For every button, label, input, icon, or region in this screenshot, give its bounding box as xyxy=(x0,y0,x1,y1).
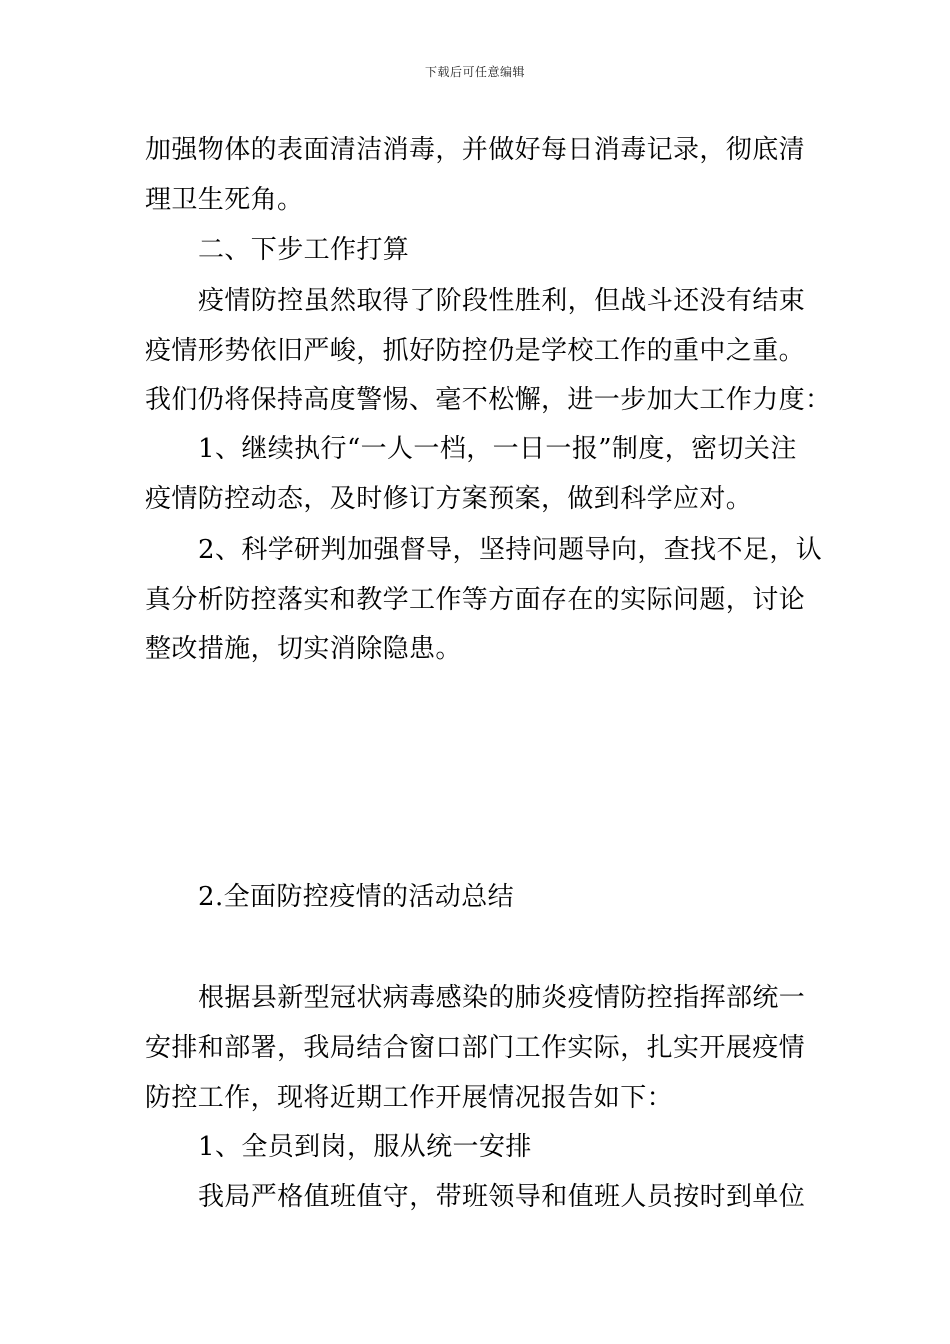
paragraph-line: 根据县新型冠状病毒感染的肺炎疫情防控指挥部统一 xyxy=(198,983,806,1013)
paragraph-line: 疫情形势依旧严峻，抓好防控仍是学校工作的重中之重。 xyxy=(145,336,806,366)
list-item-line: 2、科学研判加强督导，坚持问题导向，查找不足，认 xyxy=(198,535,823,565)
section-heading: 1、全员到岗，服从统一安排 xyxy=(198,1132,532,1162)
page-header-text: 下载后可任意编辑 xyxy=(424,65,525,79)
paragraph-line: 我局严格值班值守，带班领导和值班人员按时到单位 xyxy=(198,1182,806,1212)
paragraph-line: 防控工作，现将近期工作开展情况报告如下： xyxy=(145,1083,674,1113)
list-item-line: 1、继续执行“一人一档，一日一报”制度，密切关注 xyxy=(198,434,797,464)
section-heading: 二、下步工作打算 xyxy=(198,235,410,265)
paragraph-line: 我们仍将保持高度警惕、毫不松懈，进一步加大工作力度： xyxy=(145,385,832,415)
list-item-line: 真分析防控落实和教学工作等方面存在的实际问题，讨论 xyxy=(145,585,806,615)
list-item-line: 疫情防控动态，及时修订方案预案，做到科学应对。 xyxy=(145,484,753,514)
paragraph-line: 加强物体的表面清洁消毒，并做好每日消毒记录，彻底清 xyxy=(145,135,806,165)
list-item-line: 整改措施，切实消除隐患。 xyxy=(145,634,462,664)
paragraph-line: 疫情防控虽然取得了阶段性胜利，但战斗还没有结束 xyxy=(198,286,806,316)
article-title: 2.全面防控疫情的活动总结 xyxy=(198,882,515,912)
paragraph-line: 安排和部署，我局结合窗口部门工作实际，扎实开展疫情 xyxy=(145,1033,806,1063)
paragraph-line: 理卫生死角。 xyxy=(145,185,304,215)
